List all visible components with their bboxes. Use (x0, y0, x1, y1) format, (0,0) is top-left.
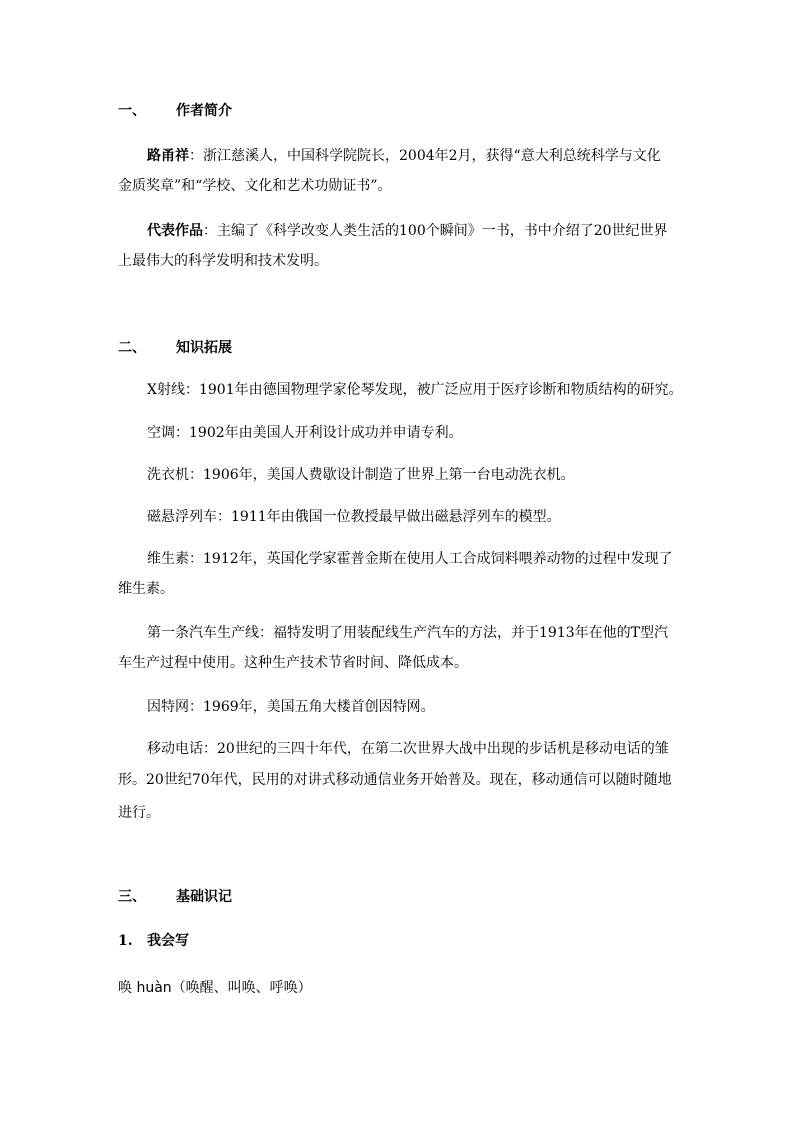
section2-title: 知识拓展 (176, 340, 232, 356)
works-paragraph-line2: 上最伟大的科学发明和技术发明。 (118, 253, 328, 269)
vocabulary-line: 唤 huàn（唤醒、叫唤、呼唤） (118, 980, 312, 996)
author-paragraph-line1 (147, 147, 661, 165)
section1-number: 一、 (118, 103, 146, 119)
author-label: 路甬祥 (147, 148, 189, 164)
knowledge-item: 空调：1902年由美国人开利设计成功并申请专利。 (147, 425, 463, 441)
knowledge-item-continued: 维生素。 (118, 581, 174, 597)
section2-number: 二、 (118, 340, 146, 356)
knowledge-item: 移动电话：20世纪的三四十年代，在第二次世界大战中出现的步话机是移动电话的雏 (147, 741, 669, 757)
knowledge-item-continued: 形。20世纪70年代，民用的对讲式移动通信业务开始普及。现在，移动通信可以随时随地 (118, 772, 672, 788)
knowledge-item-continued: 车生产过程中使用。这种生产技术节省时间、降低成本。 (118, 655, 468, 671)
section3-title: 基础识记 (176, 889, 232, 905)
subsection-title: 我会写 (147, 933, 189, 949)
works-text: ：主编了《科学改变人类生活的100个瞬间》一书，书中介绍了20世纪世界 (203, 223, 668, 239)
knowledge-item: 第一条汽车生产线：福特发明了用装配线生产汽车的方法，并于1913年在他的T型汽 (147, 625, 668, 641)
knowledge-item-continued: 进行。 (118, 805, 160, 821)
author-text: ：浙江慈溪人，中国科学院院长，2004年2月，获得“意大利总统科学与文化 (189, 148, 661, 164)
works-label: 代表作品 (147, 223, 203, 239)
subsection-number: 1. (118, 933, 133, 949)
knowledge-item: 维生素：1912年，英国化学家霍普金斯在使用人工合成饲料喂养动物的过程中发现了 (147, 551, 673, 567)
works-paragraph-line1 (147, 222, 668, 240)
knowledge-item: 因特网：1969年，美国五角大楼首创因特网。 (147, 699, 435, 715)
knowledge-item: 磁悬浮列车：1911年由俄国一位教授最早做出磁悬浮列车的模型。 (147, 509, 561, 525)
section1-title: 作者简介 (176, 103, 232, 119)
knowledge-item: X射线：1901年由德国物理学家伦琴发现，被广泛应用于医疗诊断和物质结构的研究。 (147, 382, 683, 398)
author-paragraph-line2: 金质奖章”和“学校、文化和艺术功勋证书”。 (118, 178, 392, 194)
knowledge-item: 洗衣机：1906年，美国人费歇设计制造了世界上第一台电动洗衣机。 (147, 467, 575, 483)
section3-number: 三、 (118, 889, 146, 905)
